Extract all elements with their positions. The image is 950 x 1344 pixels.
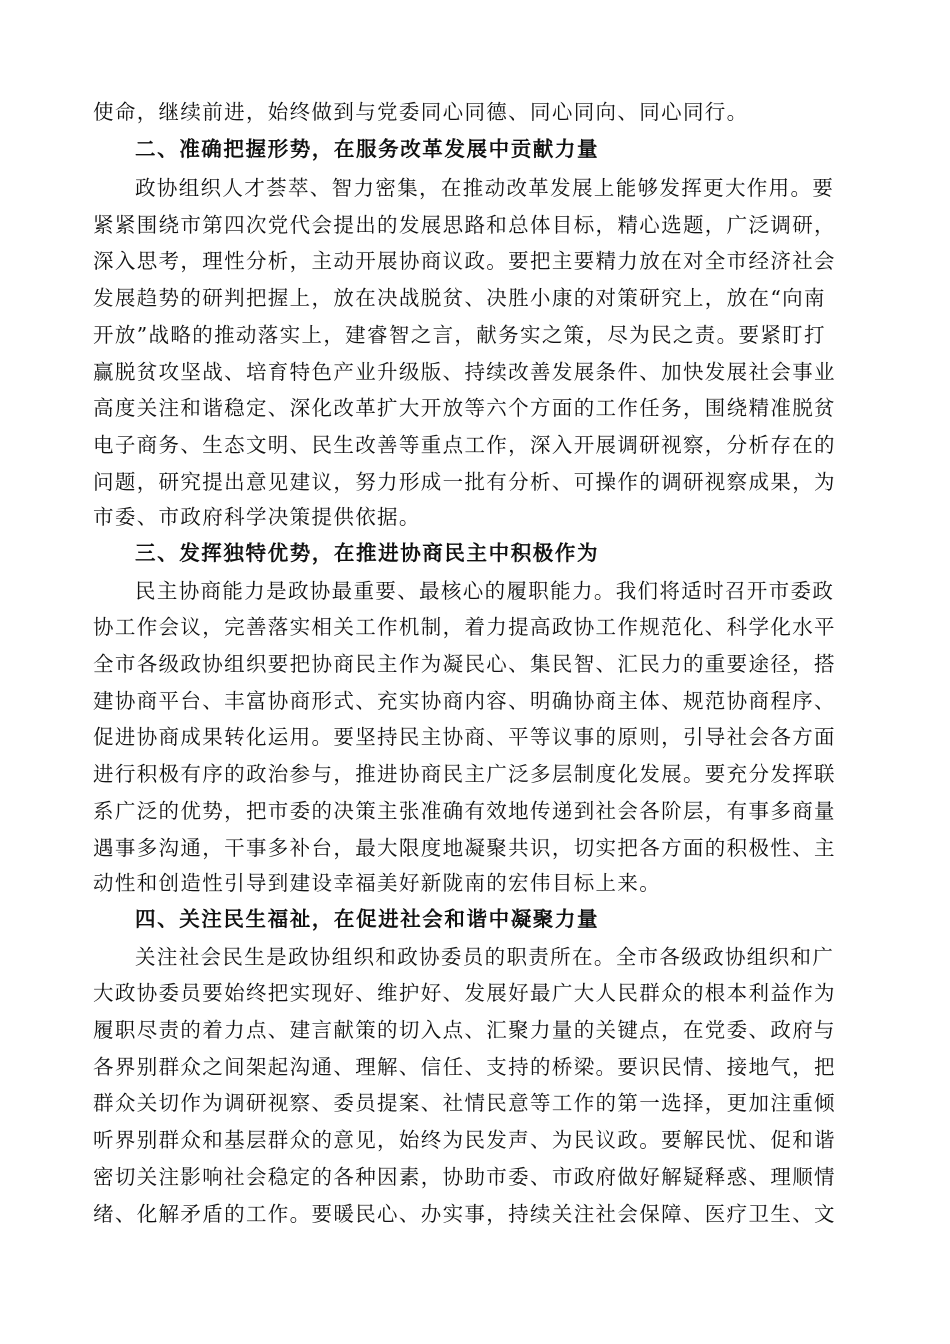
text-line: 赢脱贫攻坚战、培育特色产业升级版、持续改善发展条件、加快发展社会事业: [93, 360, 836, 384]
text-line: 动性和创造性引导到建设幸福美好新陇南的宏伟目标上来。: [93, 871, 662, 895]
text-line: 群众关切作为调研视察、委员提案、社情民意等工作的第一选择，更加注重倾: [93, 1091, 836, 1115]
text-line: 绪、化解矛盾的工作。要暖民心、办实事，持续关注社会保障、医疗卫生、文: [93, 1202, 836, 1226]
section-heading: 二、准确把握形势，在服务改革发展中贡献力量: [135, 137, 600, 161]
text-line: 问题，研究提出意见建议，努力形成一批有分析、可操作的调研视察成果，为: [93, 470, 836, 494]
text-line: 进行积极有序的政治参与，推进协商民主广泛多层制度化发展。要充分发挥联: [93, 762, 836, 786]
text-line: 发展趋势的研判把握上，放在决战脱贫、决胜小康的对策研究上，放在“向南: [93, 286, 826, 310]
text-line: 建协商平台、丰富协商形式、充实协商内容、明确协商主体、规范协商程序、: [93, 689, 836, 713]
text-line: 全市各级政协组织要把协商民主作为凝民心、集民智、汇民力的重要途径，搭: [93, 652, 836, 676]
text-line: 紧紧围绕市第四次党代会提出的发展思路和总体目标，精心选题，广泛调研，: [93, 213, 836, 237]
text-line: 深入思考，理性分析，主动开展协商议政。要把主要精力放在对全市经济社会: [93, 249, 836, 273]
text-line: 关注社会民生是政协组织和政协委员的职责所在。全市各级政协组织和广: [135, 945, 835, 969]
text-line: 民主协商能力是政协最重要、最核心的履职能力。我们将适时召开市委政: [135, 579, 835, 603]
text-line: 大政协委员要始终把实现好、维护好、发展好最广大人民群众的根本利益作为: [93, 981, 836, 1005]
text-line: 使命，继续前进，始终做到与党委同心同德、同心同向、同心同行。: [93, 100, 749, 124]
text-line: 各界别群众之间架起沟通、理解、信任、支持的桥梁。要识民情、接地气，把: [93, 1055, 836, 1079]
text-line: 遇事多沟通，干事多补台，最大限度地凝聚共识，切实把各方面的积极性、主: [93, 836, 836, 860]
text-line: 开放”战略的推动落实上，建睿智之言，献务实之策，尽为民之责。要紧盯打: [93, 323, 826, 347]
text-line: 政协组织人才荟萃、智力密集，在推动改革发展上能够发挥更大作用。要: [135, 176, 835, 200]
text-line: 协工作会议，完善落实相关工作机制，着力提高政协工作规范化、科学化水平: [93, 615, 836, 639]
text-line: 促进协商成果转化运用。要坚持民主协商、平等议事的原则，引导社会各方面: [93, 725, 836, 749]
text-line: 市委、市政府科学决策提供依据。: [93, 505, 421, 529]
section-heading: 三、发挥独特优势，在推进协商民主中积极作为: [135, 541, 600, 565]
text-line: 系广泛的优势，把市委的决策主张准确有效地传递到社会各阶层，有事多商量: [93, 799, 836, 823]
text-line: 听界别群众和基层群众的意见，始终为民发声、为民议政。要解民忧、促和谐: [93, 1128, 836, 1152]
text-line: 密切关注影响社会稳定的各种因素，协助市委、市政府做好解疑释惑、理顺情: [93, 1165, 836, 1189]
text-line: 电子商务、生态文明、民生改善等重点工作，深入开展调研视察，分析存在的: [93, 433, 836, 457]
section-heading: 四、关注民生福祉，在促进社会和谐中凝聚力量: [135, 907, 600, 931]
text-line: 履职尽责的着力点、建言献策的切入点、汇聚力量的关键点，在党委、政府与: [93, 1018, 836, 1042]
text-line: 高度关注和谐稳定、深化改革扩大开放等六个方面的工作任务，围绕精准脱贫: [93, 396, 836, 420]
